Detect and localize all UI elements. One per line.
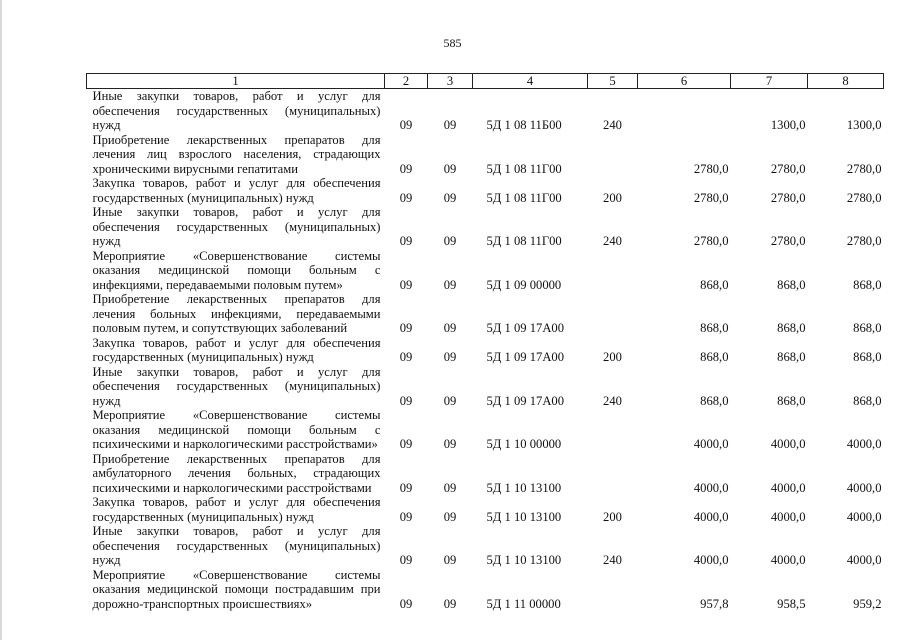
row-section: 09 [399, 190, 413, 205]
row-amount-6: 4000,0 [693, 480, 729, 495]
row-amount-7: 868,0 [777, 393, 806, 408]
row-name: Иные закупки товаров, работ и услуг для обеспечения государственных (муниципальных) нужд [92, 364, 381, 408]
row-amount-7: 4000,0 [770, 509, 806, 524]
row-target-code: 5Д 1 09 17А00 [486, 393, 565, 408]
row-amount-6: 4000,0 [693, 437, 729, 451]
row-subsection: 09 [443, 277, 457, 292]
row-expense-type: 240 [603, 234, 622, 248]
row-expense-type: 240 [603, 393, 622, 408]
row-amount-8: 868,0 [853, 350, 882, 364]
row-amount-7: 2780,0 [770, 190, 806, 205]
row-expense-type [588, 249, 638, 293]
row-target-code: 5Д 1 10 13100 [486, 480, 562, 495]
table-row [87, 365, 884, 409]
row-amount-8: 2780,0 [846, 190, 882, 205]
table-row [87, 336, 884, 365]
row-amount-6: 957,8 [700, 596, 729, 611]
row-target-code: 5Д 1 08 11Б00 [486, 118, 562, 132]
row-expense-type: 200 [603, 190, 622, 205]
header-col-2: 2 [385, 74, 428, 89]
row-subsection: 09 [443, 161, 457, 176]
row-amount-7: 2780,0 [770, 234, 806, 248]
row-section: 09 [399, 277, 413, 292]
row-amount-7: 958,5 [777, 596, 806, 611]
table-row [87, 292, 884, 336]
row-amount-8: 4000,0 [846, 553, 882, 567]
row-amount-6: 2780,0 [693, 190, 729, 205]
row-target-code: 5Д 1 09 00000 [486, 277, 562, 292]
row-expense-type [588, 292, 638, 336]
row-name: Закупка товаров, работ и услуг для обеспечения государственных (муниципальных) нужд [92, 335, 381, 364]
row-expense-type [588, 568, 638, 612]
row-amount-6: 4000,0 [693, 509, 729, 524]
row-name: Мероприятие «Совершенствование системы оказания медицинской помощи пострадавшим при дорожно-транспортных происшествиях» [92, 567, 381, 611]
row-target-code: 5Д 1 10 00000 [486, 437, 562, 451]
page-number: 585 [443, 36, 462, 50]
row-section: 09 [399, 480, 413, 495]
row-name: Иные закупки товаров, работ и услуг для обеспечения государственных (муниципальных) нужд [92, 205, 381, 248]
row-amount-8: 959,2 [853, 596, 882, 611]
row-subsection: 09 [443, 234, 457, 248]
row-amount-8: 868,0 [853, 393, 882, 408]
row-amount-8: 4000,0 [846, 437, 882, 451]
header-col-4: 4 [473, 74, 588, 89]
row-expense-type: 200 [603, 350, 622, 364]
row-subsection: 09 [443, 596, 457, 611]
header-row [87, 74, 884, 89]
row-amount-7: 868,0 [777, 277, 806, 292]
row-name: Приобретение лекарственных препаратов для лечения лиц взрослого населения, страдающих хроническими вирусными гепатитами [92, 132, 381, 176]
row-expense-type [588, 452, 638, 496]
row-name: Закупка товаров, работ и услуг для обеспечения государственных (муниципальных) нужд [92, 495, 381, 524]
row-target-code: 5Д 1 09 17А00 [486, 321, 565, 335]
budget-table [86, 73, 884, 611]
table-row [87, 452, 884, 496]
row-name: Закупка товаров, работ и услуг для обеспечения государственных (муниципальных) нужд [92, 176, 381, 205]
row-amount-6: 868,0 [700, 393, 729, 408]
row-section: 09 [399, 161, 413, 176]
row-subsection: 09 [443, 118, 457, 132]
row-amount-8: 868,0 [853, 321, 882, 335]
row-subsection: 09 [443, 321, 457, 335]
row-section: 09 [399, 234, 413, 248]
row-amount-8: 1300,0 [846, 118, 882, 132]
row-target-code: 5Д 1 08 11Г00 [486, 234, 562, 248]
table-row [87, 568, 884, 612]
row-section: 09 [399, 350, 413, 364]
row-subsection: 09 [443, 393, 457, 408]
row-amount-7: 4000,0 [770, 480, 806, 495]
row-subsection: 09 [443, 437, 457, 451]
row-target-code: 5Д 1 10 13100 [486, 553, 562, 567]
row-subsection: 09 [443, 350, 457, 364]
row-amount-7: 4000,0 [770, 437, 806, 451]
row-amount-7: 1300,0 [770, 118, 806, 132]
row-amount-6: 868,0 [700, 321, 729, 335]
row-amount-7: 868,0 [777, 350, 806, 364]
scan-edge-shadow [0, 0, 2, 640]
row-amount-6: 4000,0 [693, 553, 729, 567]
table-row [87, 176, 884, 205]
header-col-8: 8 [808, 74, 884, 89]
row-amount-6 [638, 89, 731, 133]
table-row [87, 408, 884, 452]
table-row [87, 524, 884, 568]
row-amount-6: 868,0 [700, 350, 729, 364]
row-target-code: 5Д 1 08 11Г00 [486, 161, 562, 176]
row-expense-type: 200 [603, 509, 622, 524]
row-subsection: 09 [443, 509, 457, 524]
table-row [87, 205, 884, 249]
row-section: 09 [399, 596, 413, 611]
row-amount-7: 868,0 [777, 321, 806, 335]
header-col-3: 3 [428, 74, 473, 89]
row-amount-8: 868,0 [853, 277, 882, 292]
row-expense-type: 240 [603, 118, 622, 132]
row-expense-type [588, 408, 638, 452]
header-col-7: 7 [731, 74, 808, 89]
row-section: 09 [399, 393, 413, 408]
row-name: Иные закупки товаров, работ и услуг для обеспечения государственных (муниципальных) нужд [92, 524, 381, 567]
row-expense-type [588, 133, 638, 177]
row-name: Приобретение лекарственных препаратов для лечения больных инфекциями, передаваемыми половым путем, и сопутствующих заболеваний [92, 292, 381, 335]
row-name: Мероприятие «Совершенствование системы оказания медицинской помощи больным с инфекциями, передаваемыми половым путем» [92, 248, 381, 292]
row-name: Иные закупки товаров, работ и услуг для обеспечения государственных (муниципальных) нужд [92, 89, 381, 132]
row-amount-8: 2780,0 [846, 161, 882, 176]
row-amount-6: 868,0 [700, 277, 729, 292]
table-row [87, 495, 884, 524]
row-amount-8: 2780,0 [846, 234, 882, 248]
row-subsection: 09 [443, 480, 457, 495]
row-section: 09 [399, 437, 413, 451]
row-target-code: 5Д 1 08 11Г00 [486, 190, 562, 205]
table-row [87, 89, 884, 133]
row-section: 09 [399, 553, 413, 567]
row-target-code: 5Д 1 11 00000 [486, 596, 561, 611]
row-amount-7: 4000,0 [770, 553, 806, 567]
row-section: 09 [399, 321, 413, 335]
row-section: 09 [399, 509, 413, 524]
table-row [87, 133, 884, 177]
header-col-6: 6 [638, 74, 731, 89]
row-subsection: 09 [443, 553, 457, 567]
row-expense-type: 240 [603, 553, 622, 567]
row-amount-7: 2780,0 [770, 161, 806, 176]
row-amount-8: 4000,0 [846, 509, 882, 524]
row-name: Мероприятие «Совершенствование системы оказания медицинской помощи больным с психическими и наркологическими расстройствами» [92, 408, 381, 451]
row-target-code: 5Д 1 10 13100 [486, 509, 562, 524]
row-name: Приобретение лекарственных препаратов для амбулаторного лечения больных, страдающих психическими и наркологическими расстройствами [92, 451, 381, 495]
table-row [87, 249, 884, 293]
row-section: 09 [399, 118, 413, 132]
header-col-1: 1 [87, 74, 385, 89]
row-amount-8: 4000,0 [846, 480, 882, 495]
row-subsection: 09 [443, 190, 457, 205]
row-target-code: 5Д 1 09 17А00 [486, 350, 565, 364]
row-amount-6: 2780,0 [693, 234, 729, 248]
row-amount-6: 2780,0 [693, 161, 729, 176]
header-col-5: 5 [588, 74, 638, 89]
